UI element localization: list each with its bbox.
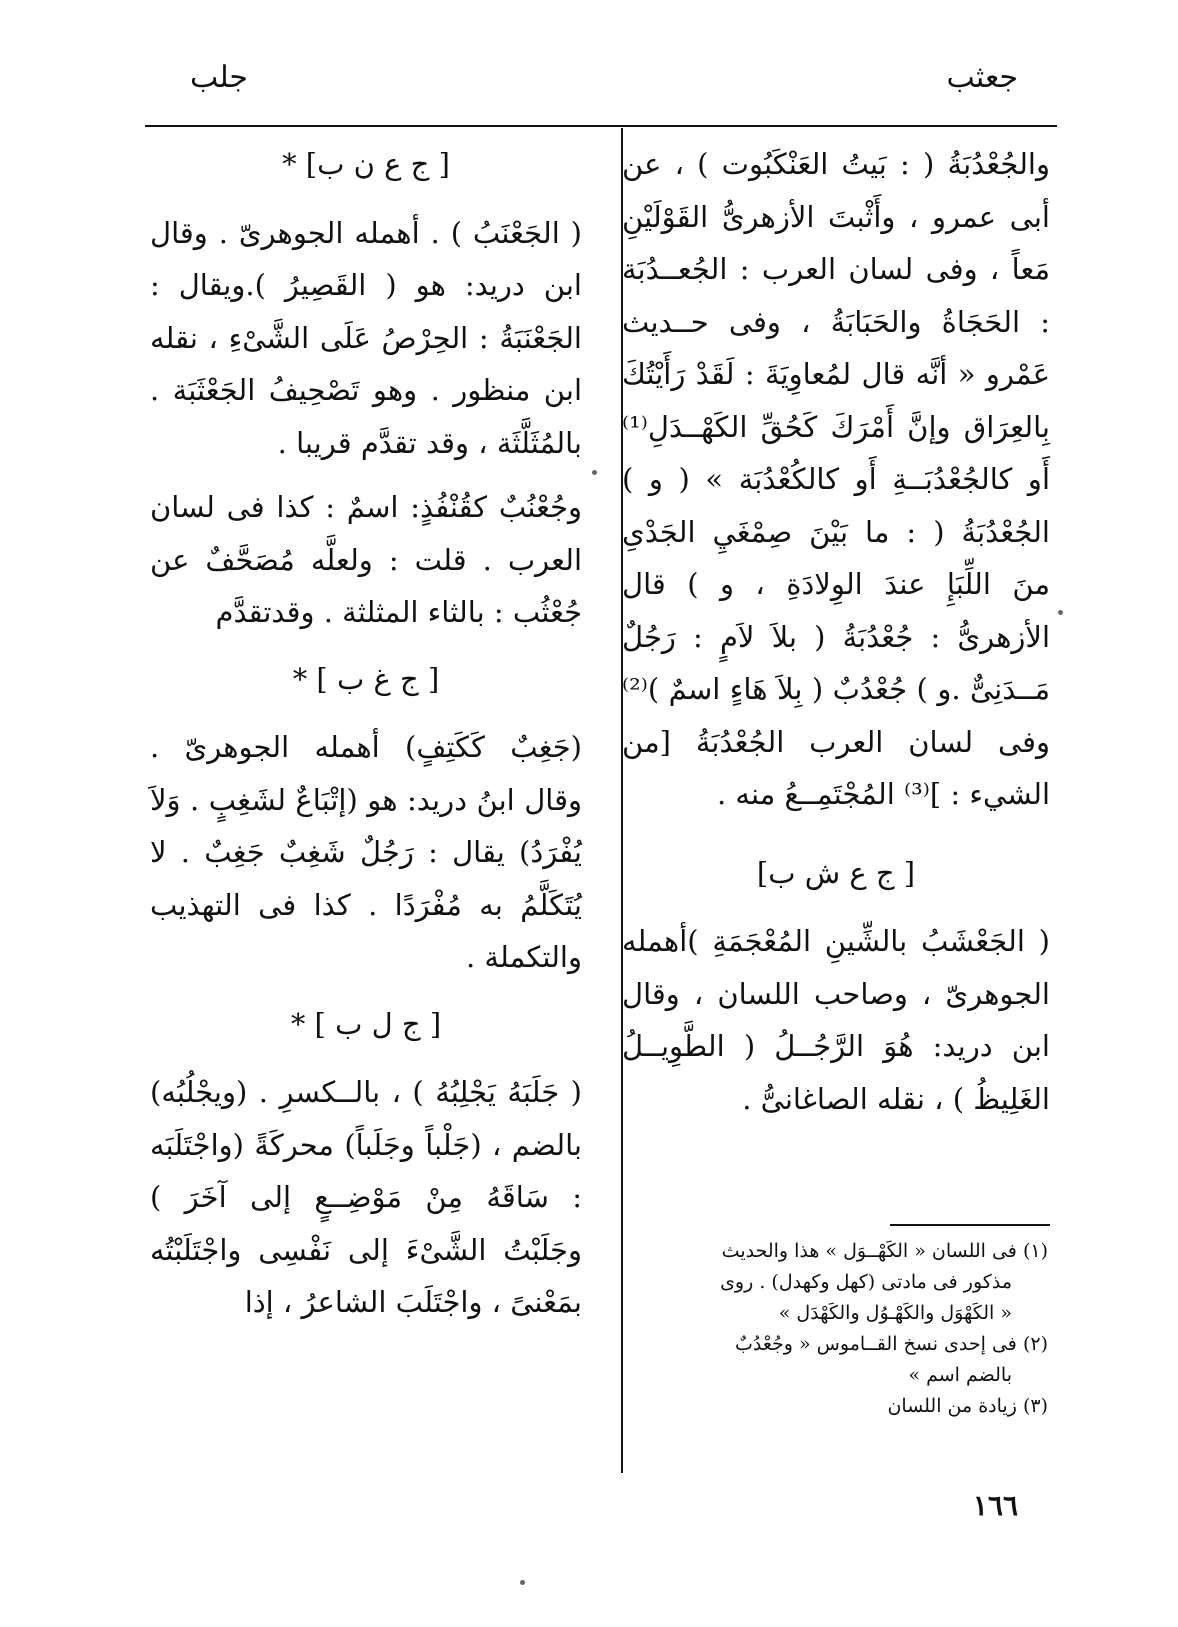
entry-text: ( الجَعْشَبُ بالشِّينِ المُعْجَمَةِ )أهمله الجوهرىّ ، وصاحب اللسان ، وقال ابن دريد: هُوَ الرَّجُــلُ ( الطَّوِيــلُ الغَلِيظُ ) ، نقله الصاغانىُّ .	[622, 924, 1050, 1116]
header-rule	[145, 125, 1057, 127]
entry-text: والجُعْدُبَةُ ( : بَيتُ العَنْكَبُوت ) ، عن أبى عمرو ، وأَثْبتَ الأزهرىُّ القَوْلَيْنِ مَعاً ، وفى لسان العرب : الجُعــدُبَة : الحَجَاةُ والحَبَابَةُ ، وفى حــديث عَمْرو « أنَّه قال لمُعاوِيَةَ : لَقَدْ رَأَيْتُكَ بِالعِرَاق وإنَّ أَمْرَكَ كَحُقِّ الكَهْــدَلِ⁽¹⁾ أَو كالجُعْدُبَــةِ أَو كالكُعْدُبَة » ( و ) الجُعْدُبَةُ ( : ما بَيْنَ صِمْغَيِ الجَدْىِ منَ اللِّبَإِ عندَ الوِلادَةِ ، و ) قال الأزهرىُّ : جُعْدُبَةُ ( بلاَ لاَمٍ : رَجُلٌ مَــدَنِىٌّ .و ) جُعْدُبٌ ( بِلاَ هَاءٍ اسمٌ )⁽²⁾ وفى لسان العرب الجُعْدُبَةُ [من الشيء : ]⁽³⁾ المُجْتَمِــعُ منه .	[622, 147, 1050, 811]
scan-speck	[520, 1580, 525, 1585]
scan-speck	[1058, 610, 1063, 615]
footnote-text: « الكَهْوَل والكَهْـوُل والكَهْدَل »	[778, 1302, 1012, 1324]
footnote-rule	[890, 1224, 1050, 1226]
right-column	[622, 138, 1050, 1125]
footnotes	[628, 1236, 1048, 1422]
footnote-line	[628, 1267, 1048, 1298]
footnote-number: (٣)	[1022, 1395, 1048, 1417]
footnote-text: زيادة من اللسان	[887, 1395, 1017, 1417]
left-column	[150, 138, 582, 1329]
entry-heading: [ ج ل ب ] *	[290, 1006, 442, 1041]
footnote-number: (١)	[1022, 1240, 1048, 1262]
footnote-line	[628, 1329, 1048, 1360]
footnote-text: مذكور فى مادتى (كهل وكهدل) . روى	[720, 1271, 1012, 1293]
footnote-text: فى اللسان « الكَهْــوَل » هذا والحديث	[721, 1240, 1017, 1262]
entry-text: (جَغِبٌ كَكَتِفٍ) أهمله الجوهرىّ . وقال ابنُ دريد: هو (إتْبَاعٌ لشَغِبٍ . وَلاَ يُفْرَدُ) يقال : رَجُلٌ شَغِبٌ جَغِبٌ . لا يُتَكَلَّمُ به مُفْرَدًا . كذا فى التهذيب والتكملة .	[150, 730, 582, 974]
running-head-left: جلب	[190, 60, 248, 95]
footnote-text: بالضم اسم »	[908, 1364, 1012, 1386]
footnote-number: (٢)	[1022, 1333, 1048, 1355]
entry-text: وجُعْنُبٌ كقُنْفُذٍ: اسمٌ : كذا فى لسان العرب . قلت : ولعلَّه مُصَحَّفٌ عن جُعْثُب : بالثاء المثلثة . وقدتقدَّم	[150, 490, 582, 629]
entry-text: ( الجَعْنَبُ ) . أهمله الجوهرىّ . وقال ابن دريد: هو ( القَصِيرُ ).ويقال : الجَعْنَبَةُ : الحِرْصُ عَلَى الشَّىْءِ ، نقله ابن منظور . وهو تَصْحِيفُ الجَعْثَبَة . بالمُثَلَّثَة ، وقد تقدَّم قريبا .	[150, 215, 582, 460]
footnote-line	[628, 1236, 1048, 1267]
footnote-text: فى إحدى نسخ القــاموس « وجُعْدُبٌ	[735, 1333, 1017, 1355]
footnote-line	[628, 1298, 1048, 1329]
scan-speck	[592, 470, 597, 475]
entry-heading: [ ج غ ب ] *	[292, 661, 440, 696]
running-head-right: جعثب	[946, 60, 1018, 95]
entry-text: ( جَلَبَهُ يَجْلِبُهُ ) ، بالــكسرِ . (ويجْلُبُه) بالضم ، (جَلْباً وجَلَباً) محركَةً (واجْتَلَبَه : سَاقَهُ مِنْ مَوْضِــعٍ إلى آخَرَ ) وجَلَبْتُ الشَّىْءَ إلى نَفْسِى واجْتَلَبْتُه بمَعْنىً ، واجْتَلَبَ الشاعرُ ، إذا	[150, 1075, 582, 1319]
entry-heading: [ ج ع ش ب]	[756, 855, 916, 890]
footnote-line	[628, 1391, 1048, 1422]
page-number: ١٦٦	[972, 1489, 1018, 1522]
footnote-line	[628, 1360, 1048, 1391]
entry-heading: [ ج ع ن ب] *	[282, 147, 450, 181]
